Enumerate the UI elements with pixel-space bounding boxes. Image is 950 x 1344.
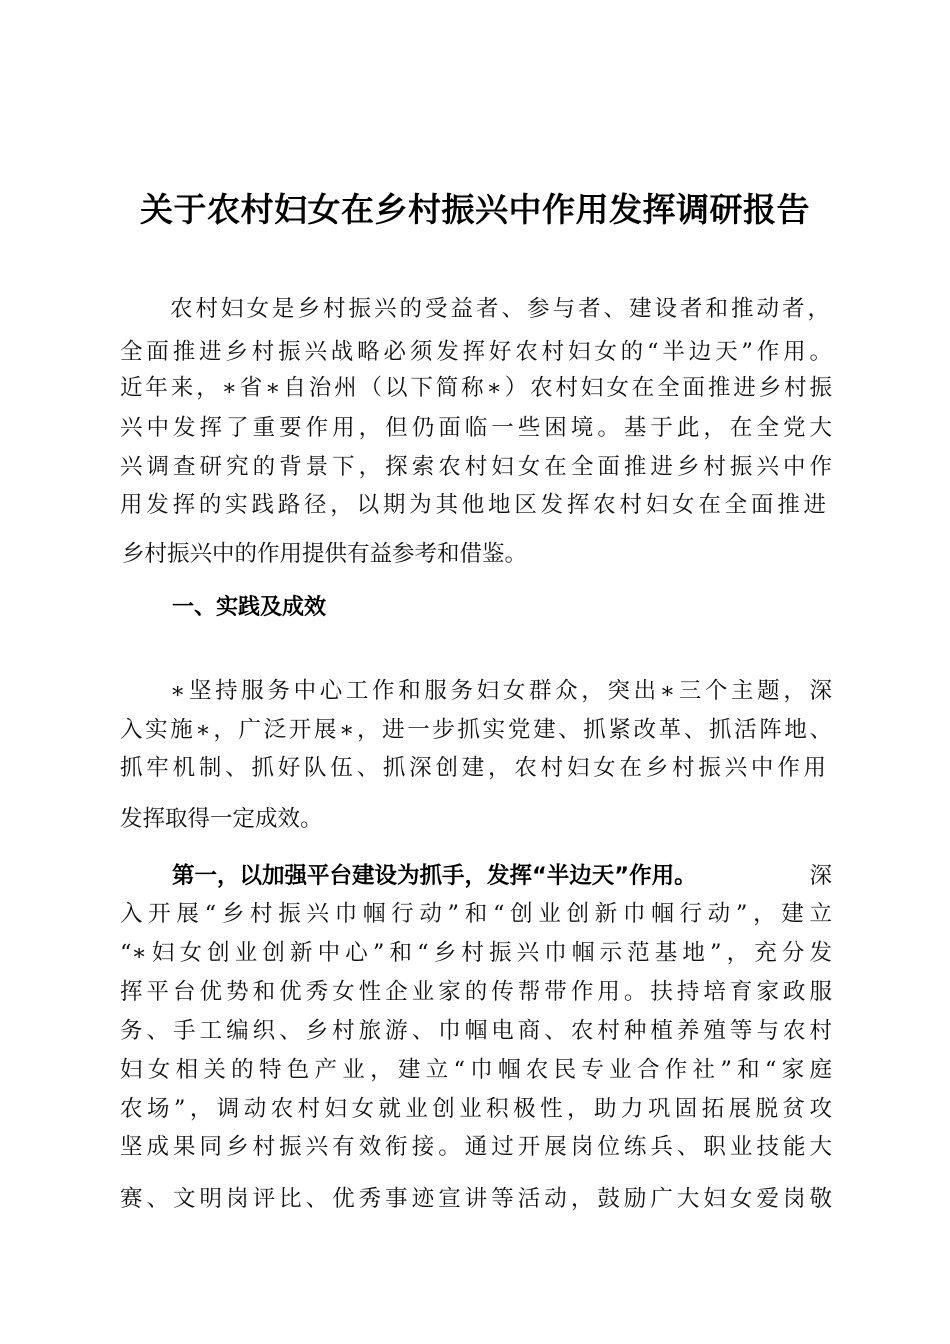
section-heading: 一、实践及成效	[172, 595, 327, 620]
paragraph-1-line: 兴调查研究的背景下，探索农村妇女在全面推进乡村振兴中作	[120, 454, 832, 480]
paragraph-3-line: 务、手工编织、乡村旅游、巾帼电商、农村种植养殖等与农村	[120, 1018, 832, 1044]
paragraph-3-line: 坚成果同乡村振兴有效衔接。通过开展岗位练兵、职业技能大	[120, 1134, 832, 1160]
paragraph-3-first-rest: 深	[809, 863, 832, 889]
paragraph-1-line: 用发挥的实践路径，以期为其他地区发挥农村妇女在全面推进	[120, 492, 826, 518]
paragraph-3-line: 妇女相关的特色产业，建立“巾帼农民专业合作社”和“家庭	[120, 1057, 832, 1083]
paragraph-1-line: 全面推进乡村振兴战略必须发挥好农村妇女的“半边天”作用。	[120, 339, 832, 365]
paragraph-1-line: 乡村振兴中的作用提供有益参考和借鉴。	[122, 541, 528, 567]
paragraph-3-first-line	[172, 860, 832, 892]
paragraph-3-line: 挥平台优势和优秀女性企业家的传帮带作用。扶持培育家政服	[120, 979, 832, 1005]
paragraph-3-line: 赛、文明岗评比、优秀事迹宣讲等活动，鼓励广大妇女爱岗敬	[120, 1186, 832, 1212]
paragraph-2-line: 入实施∗，广泛开展∗，进一步抓实党建、抓紧改革、抓活阵地、	[120, 717, 832, 743]
paragraph-3-line: 农场”，调动农村妇女就业创业积极性，助力巩固拓展脱贫攻	[120, 1096, 832, 1122]
paragraph-2-line: 发挥取得一定成效。	[120, 806, 323, 832]
paragraph-3-lead: 第一，以加强平台建设为抓手，发挥“半边天”作用。	[172, 863, 697, 889]
paragraph-3-line: “∗妇女创业创新中心”和“乡村振兴巾帼示范基地”，充分发	[120, 940, 832, 966]
document-title: 关于农村妇女在乡村振兴中作用发挥调研报告	[140, 190, 810, 229]
paragraph-1-line: 近年来，∗省∗自治州（以下简称∗）农村妇女在全面推进乡村振	[120, 375, 832, 401]
paragraph-2-line: ∗坚持服务中心工作和服务妇女群众，突出∗三个主题，深	[170, 678, 832, 704]
paragraph-1-line: 兴中发挥了重要作用，但仍面临一些困境。基于此，在全党大	[120, 415, 832, 441]
paragraph-2-line: 抓牢机制、抓好队伍、抓深创建，农村妇女在乡村振兴中作用	[120, 755, 826, 781]
paragraph-1-line: 农村妇女是乡村振兴的受益者、参与者、建设者和推动者，	[170, 296, 830, 322]
paragraph-3-line: 入开展“乡村振兴巾帼行动”和“创业创新巾帼行动”，建立	[120, 901, 832, 927]
